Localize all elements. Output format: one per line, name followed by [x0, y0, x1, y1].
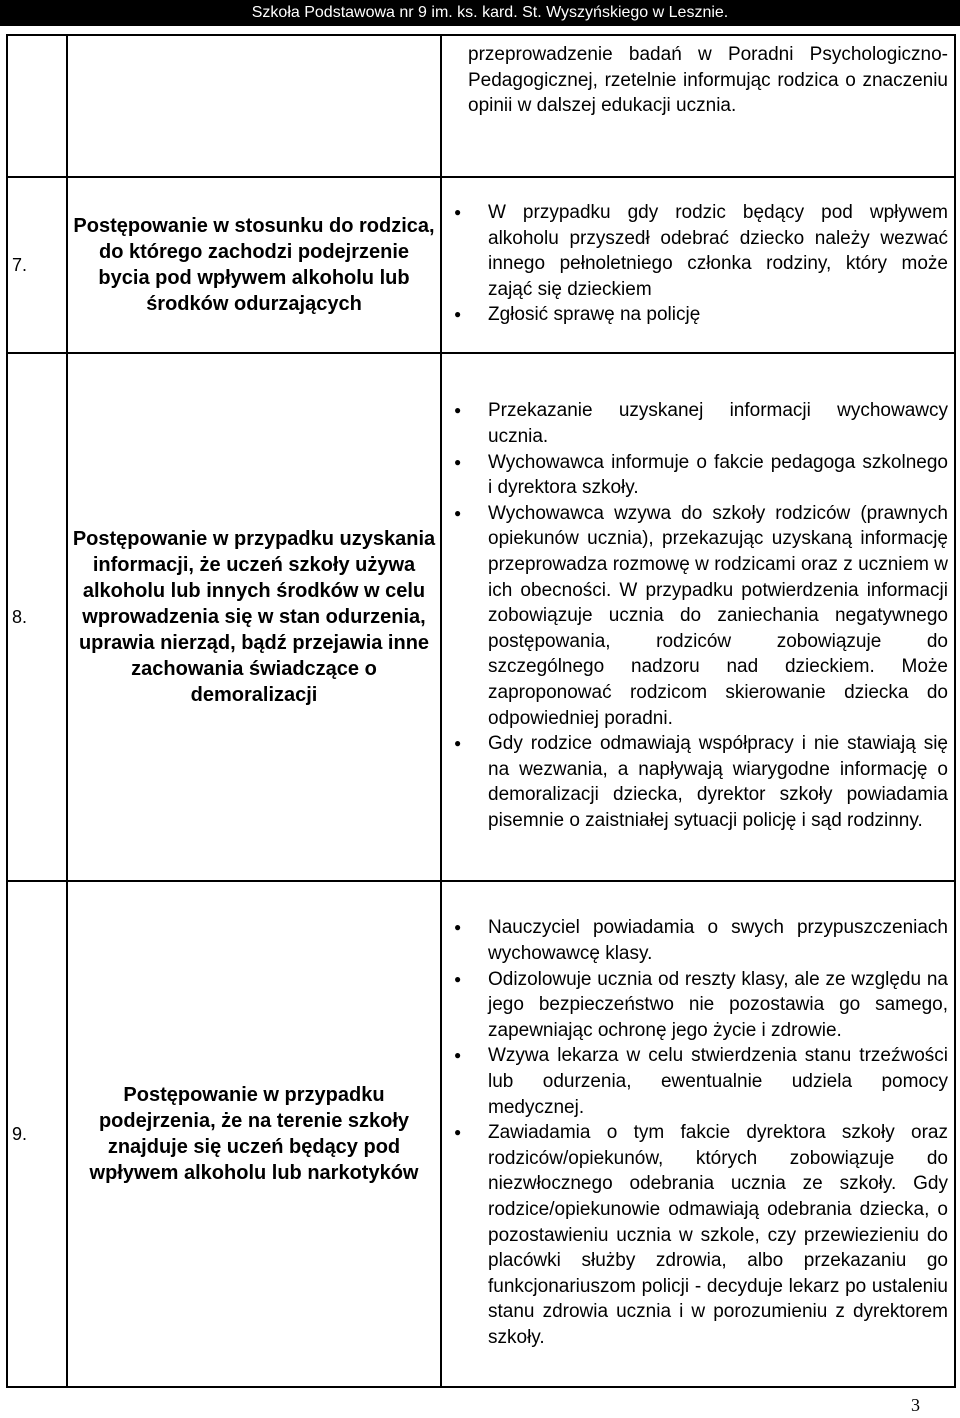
table-row [7, 353, 955, 881]
table-row [7, 881, 955, 1387]
list-item: ● W przypadku gdy rodzic będący pod wpływem alkoholu przyszedł odebrać dziecko należy wezwać innego pełnoletniego członka rodziny, który może zająć się dzieckiem [488, 200, 948, 302]
procedure-title: Postępowanie w przypadku uzyskania informacji, że uczeń szkoły używa alkoholu lub innych środków w celu wprowadzenia się w stan odurzenia, uprawia nierząd, bądź przejawia inne zachowania świadczące o demoralizacji [67, 353, 441, 881]
table-row [7, 35, 955, 177]
procedure-steps [441, 353, 955, 881]
header-text: Szkoła Podstawowa nr 9 im. ks. kard. St. Wyszyńskiego w Lesznie. [251, 4, 729, 21]
page-header [0, 0, 960, 26]
procedure-steps [441, 177, 955, 353]
row-number [7, 35, 67, 177]
procedure-title: Postępowanie w stosunku do rodzica, do którego zachodzi podejrzenie bycia pod wpływem alkoholu lub środków odurzających [67, 177, 441, 353]
row-number: 9. [7, 881, 67, 1387]
procedure-title [67, 35, 441, 177]
list-item: ● Zawiadamia o tym fakcie dyrektora szkoły oraz rodziców/opiekunów, których zobowiązuje do niezwłocznego odebrania ucznia ze szkoły. Gdy rodzice/opiekunowie odmawiają odebrania dziecka, o pozostawieniu ucznia w szkole, czy przewiezieniu do placówki służby zdrowia, albo przekazaniu go funkcjonariuszom policji - decyduje lekarz po ustaleniu stanu zdrowia ucznia i w porozumieniu z dyrektorem szkoły. [488, 1120, 948, 1350]
list-item: ● Zgłosić sprawę na policję [488, 302, 948, 328]
list-item: ● Wychowawca informuje o fakcie pedagoga szkolnego i dyrektora szkoły. [488, 450, 948, 501]
table-row [7, 177, 955, 353]
list-item: ● Wzywa lekarza w celu stwierdzenia stanu trzeźwości lub odurzenia, ewentualnie udziela pomocy medycznej. [488, 1043, 948, 1120]
list-item: ● Wychowawca wzywa do szkoły rodziców (prawnych opiekunów ucznia), przekazując uzyskaną informację przeprowadza rozmowę w rodzicami oraz z uczniem w ich obecności. W przypadku potwierdzenia informacji zobowiązuje ucznia do zaniechania negatywnego postępowania, rodziców zobowiązuje do szczególnego nadzoru nad dzieckiem. Może zaproponować rodzicom skierowanie dziecka do odpowiedniej poradni. [488, 501, 948, 731]
list-item: ● Przekazanie uzyskanej informacji wychowawcy ucznia. [488, 398, 948, 449]
procedure-text: przeprowadzenie badań w Poradni Psychologiczno-Pedagogicznej, rzetelnie informując rodzica o znaczeniu opinii w dalszej edukacji ucznia. [441, 35, 955, 177]
row-number: 7. [7, 177, 67, 353]
procedure-steps [441, 881, 955, 1387]
list-item: ● Nauczyciel powiadamia o swych przypuszczeniach wychowawcę klasy. [488, 915, 948, 966]
procedure-title: Postępowanie w przypadku podejrzenia, że na terenie szkoły znajduje się uczeń będący pod wpływem alkoholu lub narkotyków [67, 881, 441, 1387]
page-number: 3 [911, 1395, 920, 1415]
procedures-table [6, 34, 956, 1388]
list-item: ● Gdy rodzice odmawiają współpracy i nie stawiają się na wezwania, a napływają wiarygodne informację o demoralizacji dziecka, dyrektor szkoły powiadamia pisemnie o zaistniałej sytuacji policję i sąd rodzinny. [488, 731, 948, 833]
row-number: 8. [7, 353, 67, 881]
list-item: ● Odizolowuje ucznia od reszty klasy, ale ze względu na jego bezpieczeństwo nie pozostawia go samego, zapewniając ochronę jego życie i zdrowie. [488, 967, 948, 1044]
